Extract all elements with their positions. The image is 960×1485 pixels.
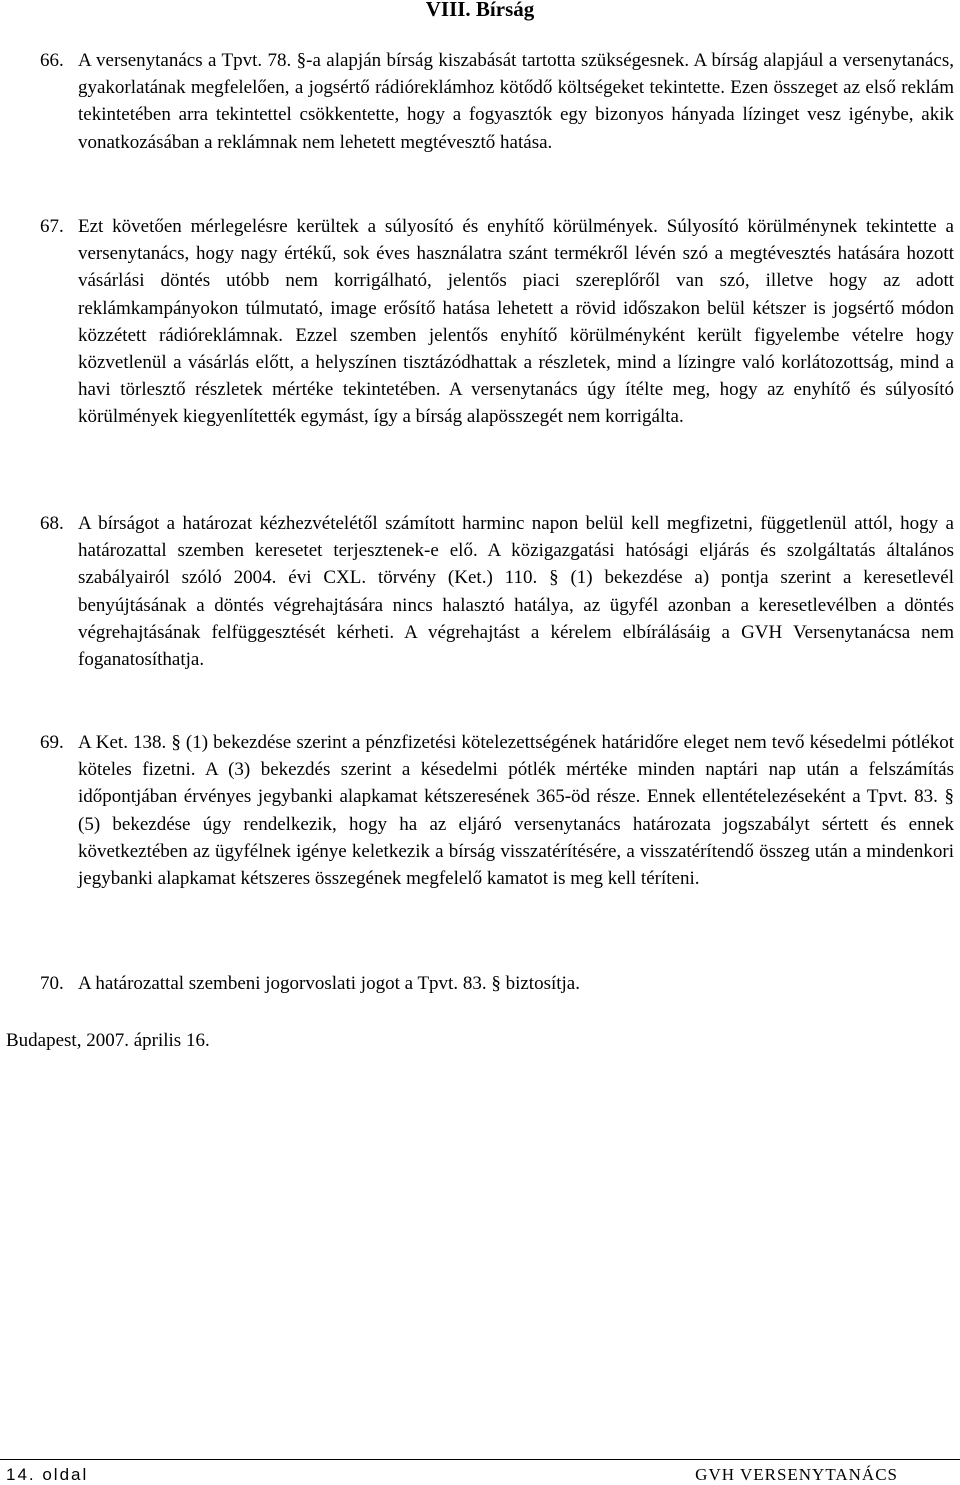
footer-divider (0, 1459, 960, 1460)
paragraph-66 (40, 47, 954, 156)
paragraph-number: 67. (40, 216, 64, 237)
paragraph-68 (40, 510, 954, 673)
paragraph-number: 66. (40, 50, 64, 71)
place-and-date: Budapest, 2007. április 16. (6, 1030, 210, 1051)
paragraph-text: A határozattal szembeni jogorvoslati jogot a Tpvt. 83. § biztosítja. (78, 973, 580, 994)
footer-authority: GVH VERSENYTANÁCS (695, 1465, 898, 1484)
page-number: 14. oldal (6, 1465, 89, 1484)
paragraph-text: A Ket. 138. § (1) bekezdése szerint a pénzfizetési kötelezettségének határidőre eleget nem tevő késedelmi pótlékot köteles fizetni. A (3) bekezdés szerint a késedelmi pótlék mértéke minden naptári nap után a felszámítás időpontjában érvényes jegybanki alapkamat kétszeresének 365-öd része. Ennek ellentételezéseként a Tpvt. 83. § (5) bekezdése úgy rendelkezik, hogy ha az eljáró versenytanács határozata jogszabályt sértett és ennek következtében az ügyfélnek igénye keletkezik a bírság visszatérítésére, a visszatérítendő összeg után a mindenkori jegybanki alapkamat kétszeres összegének megfelelő kamatot is meg kell téríteni. (78, 732, 954, 890)
paragraph-text: Ezt követően mérlegelésre kerültek a súlyosító és enyhítő körülmények. Súlyosító körülménynek tekintette a versenytanács, hogy nagy értékű, sok éves használatra szánt termékről lévén szó a megtévesztés hatására hozott vásárlási döntés utóbb nem korrigálható, jelentős piaci szereplőről van szó, illetve hogy az adott reklámkampányokon túlmutató, image erősítő hatása lehetett a rövid időszakon belül kétszer is jogsértő módon közzétett rádióreklámnak. Ezzel szemben jelentős enyhítő körülményként került figyelembe vételre hogy közvetlenül a vásárlás előtt, a helyszínen tisztázódhattak a részletek, mind a lízingre való korlátozottság, mind a havi törlesztő részletek mértéke tekintetében. A versenytanács úgy ítélte meg, hogy az enyhítő és súlyosító körülmények kiegyenlítették egymást, így a bírság alapösszegét nem korrigálta. (78, 216, 954, 428)
paragraph-text: A versenytanács a Tpvt. 78. §-a alapján bírság kiszabását tartotta szükségesnek. A bírság alapjául a versenytanács, gyakorlatának megfelelően, a jogsértő rádióreklámhoz kötődő költségeket tekintette. Ezen összeget az első reklám tekintetében arra tekintettel csökkentette, hogy a fogyasztók egy bizonyos hányada lízinget vesz igénybe, akik vonatkozásában a reklámnak nem lehetett megtévesztő hatása. (78, 50, 954, 153)
paragraph-number: 70. (40, 973, 64, 994)
paragraph-70 (40, 970, 954, 997)
paragraph-number: 69. (40, 732, 64, 753)
paragraph-text: A bírságot a határozat kézhezvételétől számított harminc napon belül kell megfizetni, függetlenül attól, hogy a határozattal szemben keresetet terjesztenek-e elő. A közigazgatási hatósági eljárás és szolgáltatás általános szabályairól szóló 2004. évi CXL. törvény (Ket.) 110. § (1) bekezdése a) pontja szerint a keresetlevél benyújtásának a döntés végrehajtására nincs halasztó hatálya, az ügyfél azonban a keresetlevélben a döntés végrehajtásának felfüggesztését kérheti. A végrehajtást a kérelem elbírálásáig a GVH Versenytanácsa nem foganatosíthatja. (78, 513, 954, 671)
section-title: VIII. Bírság (425, 0, 535, 21)
paragraph-69 (40, 729, 954, 892)
paragraph-67 (40, 213, 954, 431)
paragraph-number: 68. (40, 513, 64, 534)
